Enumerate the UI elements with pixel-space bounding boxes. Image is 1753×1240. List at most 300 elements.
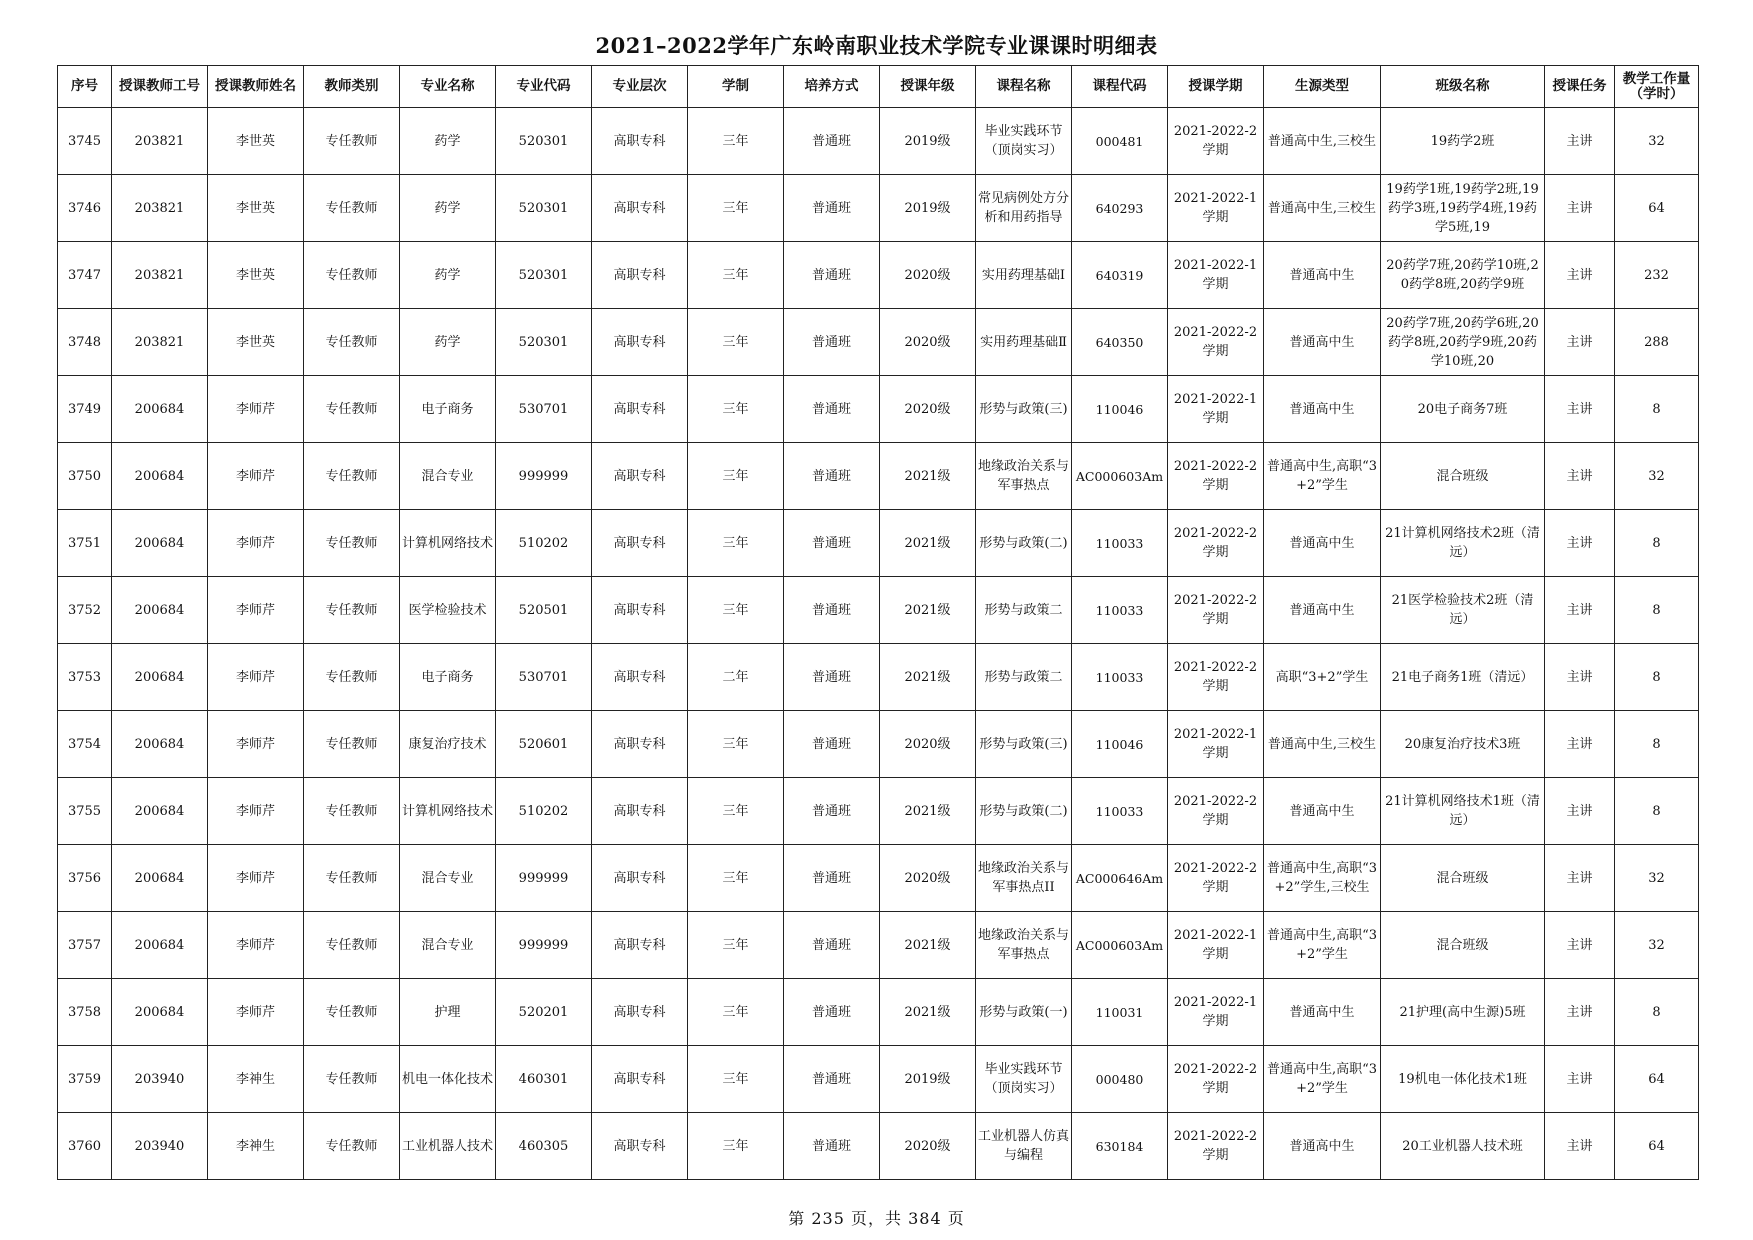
- cell-task: [1545, 912, 1615, 979]
- cell-text: 专任教师: [325, 937, 378, 953]
- table-row: [58, 778, 1699, 845]
- cell-text: 李师芹: [235, 669, 275, 685]
- cell-text: 000480: [1095, 1071, 1144, 1087]
- cell-semester: [1168, 778, 1264, 845]
- cell-text: 专任教师: [325, 468, 378, 484]
- cell-task: [1545, 443, 1615, 510]
- cell-text: 110033: [1095, 602, 1144, 618]
- cell-text: 三年: [722, 1138, 749, 1154]
- cell-training-mode: [784, 376, 880, 443]
- cell-teacher-type: [304, 644, 400, 711]
- cell-teacher-name: [208, 1046, 304, 1113]
- cell-student-source: [1264, 175, 1381, 242]
- page-footer: [0, 1206, 1753, 1229]
- cell-text: 普通班: [811, 1071, 851, 1087]
- cell-text: 19药学1班,19药学2班,19药学3班,19药学4班,19药学5班,19: [1386, 181, 1539, 235]
- cell-text: 000481: [1095, 133, 1144, 149]
- cell-workload: [1615, 845, 1699, 912]
- cell-teacher-type: [304, 376, 400, 443]
- cell-text: 普通班: [811, 133, 851, 149]
- column-header-class-name: 班级名称: [1381, 66, 1545, 108]
- cell-seq: [58, 577, 112, 644]
- cell-text: 形势与政策(二): [979, 535, 1068, 551]
- cell-duration: [688, 778, 784, 845]
- cell-text: 高职专科: [613, 937, 666, 953]
- cell-text: 普通班: [811, 937, 851, 953]
- cell-text: 520601: [518, 736, 569, 752]
- cell-text: 普通班: [811, 535, 851, 551]
- cell-teacher-id: [112, 108, 208, 175]
- table-row: [58, 1046, 1699, 1113]
- cell-class-name: [1381, 242, 1545, 309]
- cell-text: 高职专科: [613, 267, 666, 283]
- cell-text: 主讲: [1566, 133, 1593, 149]
- cell-text: 专任教师: [325, 535, 378, 551]
- cell-text: 8: [1652, 602, 1661, 618]
- cell-text: 二年: [722, 669, 749, 685]
- cell-training-mode: [784, 577, 880, 644]
- cell-class-name: [1381, 644, 1545, 711]
- cell-text: 2021-2022-2学期: [1173, 1062, 1258, 1096]
- cell-course-code: [1072, 309, 1168, 376]
- cell-course-name: [976, 979, 1072, 1046]
- cell-text: 21电子商务1班（清远）: [1391, 669, 1534, 685]
- cell-workload: [1615, 711, 1699, 778]
- cell-teacher-type: [304, 1046, 400, 1113]
- cell-text: 200684: [134, 602, 185, 618]
- table-row: [58, 577, 1699, 644]
- cell-course-code: [1072, 1113, 1168, 1180]
- column-header-major-code: 专业代码: [496, 66, 592, 108]
- cell-semester: [1168, 1046, 1264, 1113]
- cell-text: 药学: [434, 334, 461, 350]
- cell-text: 高职专科: [613, 803, 666, 819]
- cell-teacher-type: [304, 778, 400, 845]
- cell-text: 2019级: [904, 200, 951, 216]
- cell-text: AC000646Am: [1075, 870, 1164, 886]
- cell-text: 520301: [518, 334, 569, 350]
- cell-text: 32: [1648, 133, 1665, 149]
- cell-major-level: [592, 577, 688, 644]
- document-title: 2021–2022学年广东岭南职业技术学院专业课课时明细表: [595, 33, 1158, 58]
- cell-text: 李神生: [235, 1071, 275, 1087]
- cell-student-source: [1264, 108, 1381, 175]
- cell-training-mode: [784, 309, 880, 376]
- cell-text: 2021-2022-1学期: [1173, 727, 1258, 761]
- cell-text: 110033: [1095, 803, 1144, 819]
- cell-grade: [880, 845, 976, 912]
- cell-text: 工业机器人仿真与编程: [978, 1129, 1069, 1163]
- cell-teacher-name: [208, 309, 304, 376]
- cell-text: 普通高中生,三校生: [1267, 133, 1377, 149]
- cell-major-level: [592, 979, 688, 1046]
- cell-text: 混合专业: [421, 468, 474, 484]
- cell-teacher-type: [304, 845, 400, 912]
- table-row: [58, 1113, 1699, 1180]
- cell-text: 普通高中生: [1289, 535, 1355, 551]
- cell-teacher-id: [112, 577, 208, 644]
- cell-text: 200684: [134, 1004, 185, 1020]
- cell-text: 32: [1648, 468, 1665, 484]
- cell-course-code: [1072, 912, 1168, 979]
- cell-course-name: [976, 309, 1072, 376]
- cell-text: 地缘政治关系与军事热点: [978, 459, 1069, 493]
- cell-text: 普通班: [811, 736, 851, 752]
- cell-grade: [880, 1113, 976, 1180]
- cell-text: 20工业机器人技术班: [1402, 1138, 1523, 1154]
- table-row: [58, 242, 1699, 309]
- cell-text: 普通班: [811, 803, 851, 819]
- cell-grade: [880, 443, 976, 510]
- cell-class-name: [1381, 1113, 1545, 1180]
- table-row: [58, 711, 1699, 778]
- cell-major-level: [592, 778, 688, 845]
- cell-text: 普通班: [811, 468, 851, 484]
- table-row: [58, 108, 1699, 175]
- cell-text: 高职专科: [613, 133, 666, 149]
- cell-duration: [688, 845, 784, 912]
- cell-major-level: [592, 845, 688, 912]
- cell-text: 8: [1652, 1004, 1661, 1020]
- cell-class-name: [1381, 376, 1545, 443]
- cell-course-code: [1072, 510, 1168, 577]
- cell-text: 李师芹: [235, 535, 275, 551]
- cell-text: 19机电一体化技术1班: [1398, 1071, 1527, 1087]
- cell-text: 普通高中生: [1289, 602, 1355, 618]
- cell-text: 混合专业: [421, 870, 474, 886]
- cell-text: 三年: [722, 1004, 749, 1020]
- cell-text: 机电一体化技术: [402, 1071, 493, 1087]
- cell-text: 64: [1648, 200, 1665, 216]
- cell-text: 专任教师: [325, 334, 378, 350]
- cell-task: [1545, 644, 1615, 711]
- cell-duration: [688, 443, 784, 510]
- cell-duration: [688, 711, 784, 778]
- column-header-teacher-type: 教师类别: [304, 66, 400, 108]
- cell-text: 混合班级: [1436, 870, 1489, 886]
- cell-text: 999999: [518, 937, 569, 953]
- cell-workload: [1615, 510, 1699, 577]
- cell-semester: [1168, 108, 1264, 175]
- column-header-teacher-name: 授课教师姓名: [208, 66, 304, 108]
- cell-text: 专任教师: [325, 870, 378, 886]
- cell-text: 2021-2022-2学期: [1173, 459, 1258, 493]
- cell-seq: [58, 443, 112, 510]
- cell-major-code: [496, 644, 592, 711]
- cell-course-code: [1072, 577, 1168, 644]
- cell-text: 630184: [1095, 1138, 1144, 1154]
- cell-teacher-type: [304, 577, 400, 644]
- cell-text: 专任教师: [325, 401, 378, 417]
- cell-text: 实用药理基础Ⅰ: [981, 267, 1066, 283]
- cell-text: 普通高中生,三校生: [1267, 200, 1377, 216]
- cell-seq: [58, 711, 112, 778]
- cell-seq: [58, 1113, 112, 1180]
- cell-text: 毕业实践环节（顶岗实习）: [984, 1062, 1063, 1096]
- cell-text: 混合班级: [1436, 937, 1489, 953]
- cell-major-code: [496, 376, 592, 443]
- cell-text: 21医学检验技术2班（清远）: [1391, 593, 1534, 627]
- cell-task: [1545, 979, 1615, 1046]
- cell-text: 李世英: [235, 267, 275, 283]
- cell-grade: [880, 108, 976, 175]
- cell-text: AC000603Am: [1075, 937, 1164, 953]
- cell-workload: [1615, 376, 1699, 443]
- cell-course-code: [1072, 242, 1168, 309]
- cell-major-name: [400, 845, 496, 912]
- cell-text: 2021-2022-1学期: [1173, 928, 1258, 962]
- cell-major-code: [496, 309, 592, 376]
- cell-workload: [1615, 577, 1699, 644]
- cell-text: 三年: [722, 736, 749, 752]
- cell-semester: [1168, 242, 1264, 309]
- cell-major-name: [400, 443, 496, 510]
- cell-training-mode: [784, 845, 880, 912]
- cell-task: [1545, 242, 1615, 309]
- cell-seq: [58, 1046, 112, 1113]
- cell-text: 主讲: [1566, 1071, 1593, 1087]
- cell-teacher-name: [208, 108, 304, 175]
- cell-text: 3747: [67, 267, 102, 283]
- cell-training-mode: [784, 108, 880, 175]
- cell-major-code: [496, 1113, 592, 1180]
- cell-text: 普通高中生,高职“3+2”学生: [1266, 459, 1378, 493]
- cell-training-mode: [784, 1046, 880, 1113]
- cell-text: 2021-2022-1学期: [1173, 258, 1258, 292]
- cell-class-name: [1381, 577, 1545, 644]
- cell-text: 2021-2022-2学期: [1173, 660, 1258, 694]
- cell-text: 专任教师: [325, 1138, 378, 1154]
- cell-text: 2021级: [904, 803, 951, 819]
- cell-class-name: [1381, 510, 1545, 577]
- cell-text: 主讲: [1566, 736, 1593, 752]
- cell-text: 21计算机网络技术1班（清远）: [1385, 794, 1540, 828]
- cell-text: 460305: [518, 1138, 569, 1154]
- table-row: [58, 644, 1699, 711]
- cell-class-name: [1381, 711, 1545, 778]
- cell-course-code: [1072, 443, 1168, 510]
- cell-text: 主讲: [1566, 937, 1593, 953]
- cell-text: 2020级: [904, 736, 951, 752]
- cell-course-name: [976, 242, 1072, 309]
- course-hours-table: [57, 65, 1699, 1180]
- cell-text: 3752: [67, 602, 102, 618]
- cell-major-code: [496, 510, 592, 577]
- cell-text: 232: [1644, 267, 1669, 283]
- cell-teacher-id: [112, 711, 208, 778]
- cell-task: [1545, 845, 1615, 912]
- column-header-student-source: 生源类型: [1264, 66, 1381, 108]
- cell-text: 640319: [1095, 267, 1144, 283]
- cell-student-source: [1264, 510, 1381, 577]
- cell-text: 3754: [67, 736, 102, 752]
- cell-text: 普通班: [811, 1004, 851, 1020]
- cell-text: 203940: [134, 1138, 185, 1154]
- cell-text: 高职专科: [613, 200, 666, 216]
- cell-student-source: [1264, 912, 1381, 979]
- table-body: [58, 108, 1699, 1180]
- cell-text: 常见病例处方分析和用药指导: [978, 191, 1069, 225]
- cell-grade: [880, 510, 976, 577]
- cell-teacher-type: [304, 979, 400, 1046]
- cell-major-level: [592, 1046, 688, 1113]
- cell-grade: [880, 778, 976, 845]
- cell-text: 普通班: [811, 334, 851, 350]
- cell-text: 203821: [134, 334, 185, 350]
- cell-text: 专任教师: [325, 267, 378, 283]
- column-header-duration: 学制: [688, 66, 784, 108]
- cell-major-level: [592, 242, 688, 309]
- cell-grade: [880, 1046, 976, 1113]
- cell-text: 110031: [1095, 1004, 1144, 1020]
- cell-class-name: [1381, 979, 1545, 1046]
- cell-duration: [688, 1046, 784, 1113]
- cell-course-code: [1072, 711, 1168, 778]
- cell-seq: [58, 912, 112, 979]
- cell-text: 地缘政治关系与军事热点II: [978, 861, 1069, 895]
- cell-student-source: [1264, 376, 1381, 443]
- cell-major-name: [400, 1113, 496, 1180]
- cell-training-mode: [784, 711, 880, 778]
- footer-total-pages: 384: [908, 1209, 942, 1228]
- cell-course-name: [976, 510, 1072, 577]
- cell-seq: [58, 242, 112, 309]
- cell-duration: [688, 242, 784, 309]
- cell-teacher-type: [304, 242, 400, 309]
- cell-text: 三年: [722, 1071, 749, 1087]
- cell-training-mode: [784, 644, 880, 711]
- footer-page-number: 235: [811, 1209, 845, 1228]
- cell-grade: [880, 912, 976, 979]
- cell-text: 李师芹: [235, 468, 275, 484]
- cell-text: 2021级: [904, 937, 951, 953]
- cell-semester: [1168, 577, 1264, 644]
- cell-text: 主讲: [1566, 669, 1593, 685]
- cell-seq: [58, 778, 112, 845]
- table-row: [58, 912, 1699, 979]
- cell-workload: [1615, 309, 1699, 376]
- cell-text: 形势与政策(三): [979, 736, 1068, 752]
- cell-text: 高职专科: [613, 870, 666, 886]
- cell-duration: [688, 644, 784, 711]
- cell-teacher-name: [208, 979, 304, 1046]
- cell-text: 李世英: [235, 334, 275, 350]
- cell-text: 高职专科: [613, 1071, 666, 1087]
- cell-grade: [880, 644, 976, 711]
- cell-text: 8: [1652, 803, 1661, 819]
- cell-course-code: [1072, 376, 1168, 443]
- cell-teacher-name: [208, 376, 304, 443]
- column-header-task: 授课任务: [1545, 66, 1615, 108]
- cell-teacher-type: [304, 175, 400, 242]
- cell-course-name: [976, 577, 1072, 644]
- cell-major-name: [400, 175, 496, 242]
- cell-teacher-id: [112, 979, 208, 1046]
- cell-text: 200684: [134, 803, 185, 819]
- cell-class-name: [1381, 443, 1545, 510]
- cell-text: 三年: [722, 535, 749, 551]
- cell-workload: [1615, 443, 1699, 510]
- cell-major-level: [592, 376, 688, 443]
- cell-text: 主讲: [1566, 870, 1593, 886]
- cell-text: 110046: [1095, 401, 1144, 417]
- cell-class-name: [1381, 309, 1545, 376]
- cell-text: 2021-2022-2学期: [1173, 526, 1258, 560]
- cell-major-level: [592, 644, 688, 711]
- cell-text: 普通高中生,高职“3+2”学生: [1266, 928, 1378, 962]
- cell-text: 460301: [518, 1071, 569, 1087]
- cell-text: 形势与政策(一): [979, 1004, 1068, 1020]
- cell-major-name: [400, 1046, 496, 1113]
- cell-major-code: [496, 577, 592, 644]
- cell-text: 2020级: [904, 401, 951, 417]
- cell-major-level: [592, 108, 688, 175]
- cell-major-code: [496, 979, 592, 1046]
- cell-student-source: [1264, 577, 1381, 644]
- cell-teacher-name: [208, 845, 304, 912]
- cell-text: 530701: [518, 401, 569, 417]
- cell-text: 电子商务: [421, 401, 474, 417]
- cell-text: 三年: [722, 937, 749, 953]
- footer-suffix: 页: [941, 1209, 965, 1228]
- cell-class-name: [1381, 175, 1545, 242]
- cell-text: 形势与政策(二): [979, 803, 1068, 819]
- cell-major-name: [400, 242, 496, 309]
- column-header-training-mode: 培养方式: [784, 66, 880, 108]
- column-header-grade: 授课年级: [880, 66, 976, 108]
- cell-text: 3758: [67, 1004, 102, 1020]
- cell-text: 32: [1648, 937, 1665, 953]
- cell-semester: [1168, 175, 1264, 242]
- cell-duration: [688, 979, 784, 1046]
- cell-seq: [58, 979, 112, 1046]
- cell-workload: [1615, 778, 1699, 845]
- cell-duration: [688, 577, 784, 644]
- cell-semester: [1168, 845, 1264, 912]
- cell-text: 2021级: [904, 602, 951, 618]
- cell-teacher-id: [112, 778, 208, 845]
- column-header-course-code: 课程代码: [1072, 66, 1168, 108]
- column-header-semester: 授课学期: [1168, 66, 1264, 108]
- cell-text: 200684: [134, 468, 185, 484]
- cell-teacher-name: [208, 644, 304, 711]
- cell-text: 专任教师: [325, 1071, 378, 1087]
- cell-workload: [1615, 1113, 1699, 1180]
- cell-text: 三年: [722, 468, 749, 484]
- cell-major-code: [496, 1046, 592, 1113]
- cell-course-code: [1072, 979, 1168, 1046]
- cell-training-mode: [784, 912, 880, 979]
- cell-text: 主讲: [1566, 334, 1593, 350]
- cell-course-code: [1072, 108, 1168, 175]
- cell-duration: [688, 1113, 784, 1180]
- cell-text: 电子商务: [421, 669, 474, 685]
- cell-text: 2021级: [904, 1004, 951, 1020]
- cell-major-name: [400, 510, 496, 577]
- cell-duration: [688, 376, 784, 443]
- cell-text: 李世英: [235, 200, 275, 216]
- cell-teacher-id: [112, 376, 208, 443]
- cell-text: 李师芹: [235, 401, 275, 417]
- cell-teacher-name: [208, 175, 304, 242]
- cell-text: 高职专科: [613, 401, 666, 417]
- table-row: [58, 510, 1699, 577]
- cell-text: 主讲: [1566, 1004, 1593, 1020]
- cell-training-mode: [784, 979, 880, 1046]
- cell-task: [1545, 577, 1615, 644]
- cell-text: 3745: [67, 133, 102, 149]
- cell-training-mode: [784, 175, 880, 242]
